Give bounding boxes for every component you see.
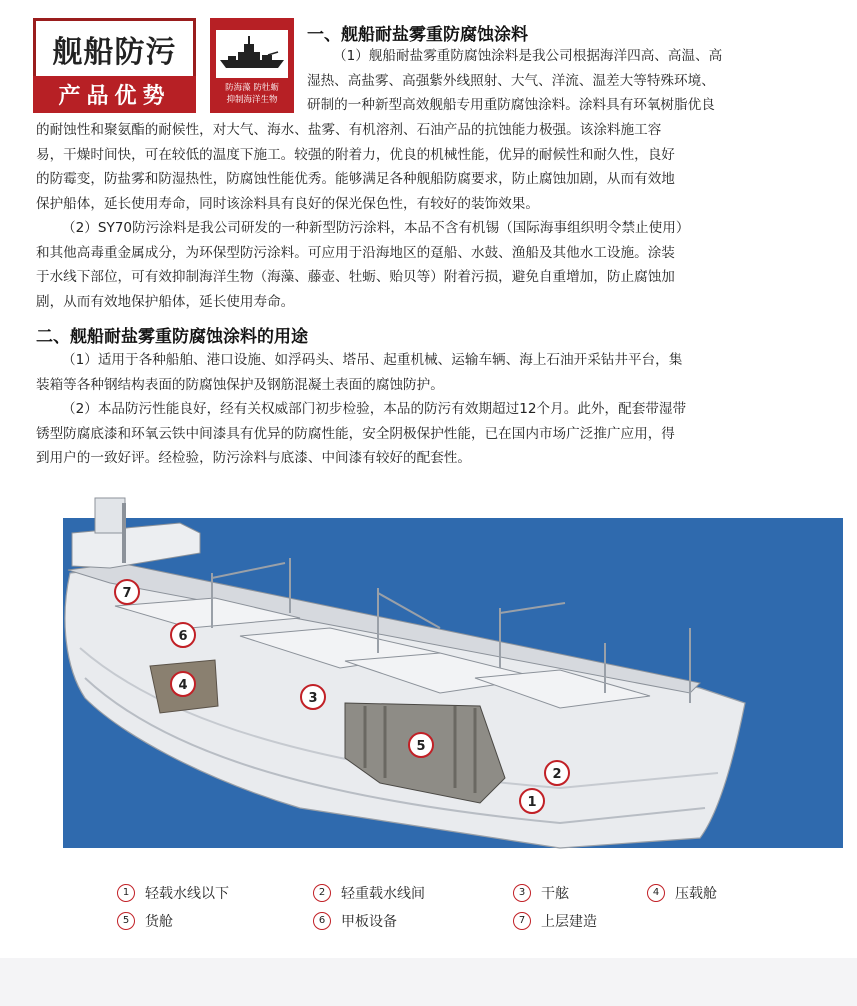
ship-caption-line1: 防海藻 防牡蛎 xyxy=(225,83,279,93)
legend-label: 轻重载水线间 xyxy=(341,886,425,902)
marker-5-label: 5 xyxy=(416,739,426,754)
bridge-tower xyxy=(95,498,125,533)
section2-paragraph2 xyxy=(36,397,836,471)
legend-number: 4 xyxy=(647,884,665,902)
text-line: 的防霉变，防盐雾和防湿热性，防腐蚀性能优秀。能够满足各种舰船防腐要求，防止腐蚀加剧，从而有效地 xyxy=(36,171,675,187)
legend-label: 甲板设备 xyxy=(341,914,397,930)
ship-panel-caption xyxy=(210,82,294,106)
legend-item-4 xyxy=(647,883,717,903)
text-line: 湿热、高盐雾、高强紫外线照射、大气、洋流、温差大等特殊环境、 xyxy=(307,72,715,89)
section1-paragraph1-cont xyxy=(36,118,836,216)
legend-number: 7 xyxy=(513,912,531,930)
marker-6-label: 6 xyxy=(178,629,188,644)
legend-item-3 xyxy=(513,883,569,903)
section2-heading: 二、舰船耐盐雾重防腐蚀涂料的用途 xyxy=(36,327,308,347)
text-line: 剧，从而有效地保护船体，延长使用寿命。 xyxy=(36,293,295,310)
ship-caption-line2: 抑制海洋生物 xyxy=(226,95,278,105)
section1-paragraph1 xyxy=(307,44,827,118)
text-line: 锈型防腐底漆和环氧云铁中间漆具有优异的防腐性能，安全阴极保护性能，已在国内市场广泛推广应用，得 xyxy=(36,425,675,442)
text-line: 易，干燥时间快，可在较低的温度下施工。较强的附着力，优良的机械性能，优异的耐候性和耐久性，良好 xyxy=(36,146,675,163)
legend-item-6 xyxy=(313,911,397,931)
text-line: 装箱等各种钢结构表面的防腐蚀保护及钢筋混凝土表面的腐蚀防护。 xyxy=(36,376,444,393)
text-line: 到用户的一致好评。经检验，防污涂料与底漆、中间漆有较好的配套性。 xyxy=(36,450,471,466)
legend-number: 6 xyxy=(313,912,331,930)
legend-label: 货舱 xyxy=(145,914,173,930)
ship-panel xyxy=(210,18,294,113)
text-line: 和其他高毒重金属成分，为环保型防污涂料。可应用于沿海地区的趸船、水鼓、渔船及其他水工设施。涂装 xyxy=(36,244,675,261)
legend-label: 干舷 xyxy=(541,886,569,902)
text-line: 研制的一种新型高效舰船专用重防腐蚀涂料。涂料具有环氧树脂优良 xyxy=(307,97,715,113)
warship-icon xyxy=(216,30,288,78)
legend-number: 5 xyxy=(117,912,135,930)
marker-3-label: 3 xyxy=(308,691,318,706)
legend-item-1 xyxy=(117,883,229,903)
text-line: 于水线下部位，可有效抑制海洋生物（海藻、藤壶、牡蛎、贻贝等）附着污损，避免自重增加，防止腐蚀加 xyxy=(36,269,675,285)
marker-7-label: 7 xyxy=(122,586,132,601)
legend-number: 3 xyxy=(513,884,531,902)
section2-paragraph1 xyxy=(36,348,836,397)
section1-paragraph2 xyxy=(36,216,836,314)
legend-item-7 xyxy=(513,911,597,931)
legend-label: 轻载水线以下 xyxy=(145,886,229,902)
text-line: 的耐蚀性和聚氨酯的耐候性，对大气、海水、盐雾、有机溶剂、石油产品的抗蚀能力极强。该涂料施工容 xyxy=(36,122,662,138)
marker-4-label: 4 xyxy=(178,678,188,693)
page-footer-band xyxy=(0,958,857,1006)
marker-1-label: 1 xyxy=(527,795,537,810)
text-line: 保护船体，延长使用寿命，同时该涂料具有良好的保光保色性，有较好的装饰效果。 xyxy=(36,195,539,212)
mast xyxy=(122,503,126,563)
legend-number: 1 xyxy=(117,884,135,902)
badge-title: 舰船防污 xyxy=(33,18,196,76)
product-badge xyxy=(33,18,196,113)
text-line: （2）SY70防污涂料是我公司研发的一种新型防污涂料，本品不含有机锡（国际海事组织明令禁止使用） xyxy=(62,220,690,236)
legend-number: 2 xyxy=(313,884,331,902)
legend-item-5 xyxy=(117,911,173,931)
legend-label: 上层建造 xyxy=(541,914,597,930)
legend-item-2 xyxy=(313,883,425,903)
text-line: （1）适用于各种船舶、港口设施、如浮码头、塔吊、起重机械、运输车辆、海上石油开采钻井平台，集 xyxy=(62,352,683,368)
marker-2-label: 2 xyxy=(552,767,562,782)
text-line: （1）舰船耐盐雾重防腐蚀涂料是我公司根据海洋四高、高温、高 xyxy=(333,48,723,64)
text-line: （2）本品防污性能良好，经有关权威部门初步检验，本品的防污有效期超过12个月。此外，配套带湿带 xyxy=(62,401,687,417)
badge-subtitle: 产品优势 xyxy=(33,76,196,113)
section1-heading: 一、舰船耐盐雾重防腐蚀涂料 xyxy=(307,25,528,45)
legend-label: 压载舱 xyxy=(675,886,717,902)
ship-diagram xyxy=(0,478,857,878)
